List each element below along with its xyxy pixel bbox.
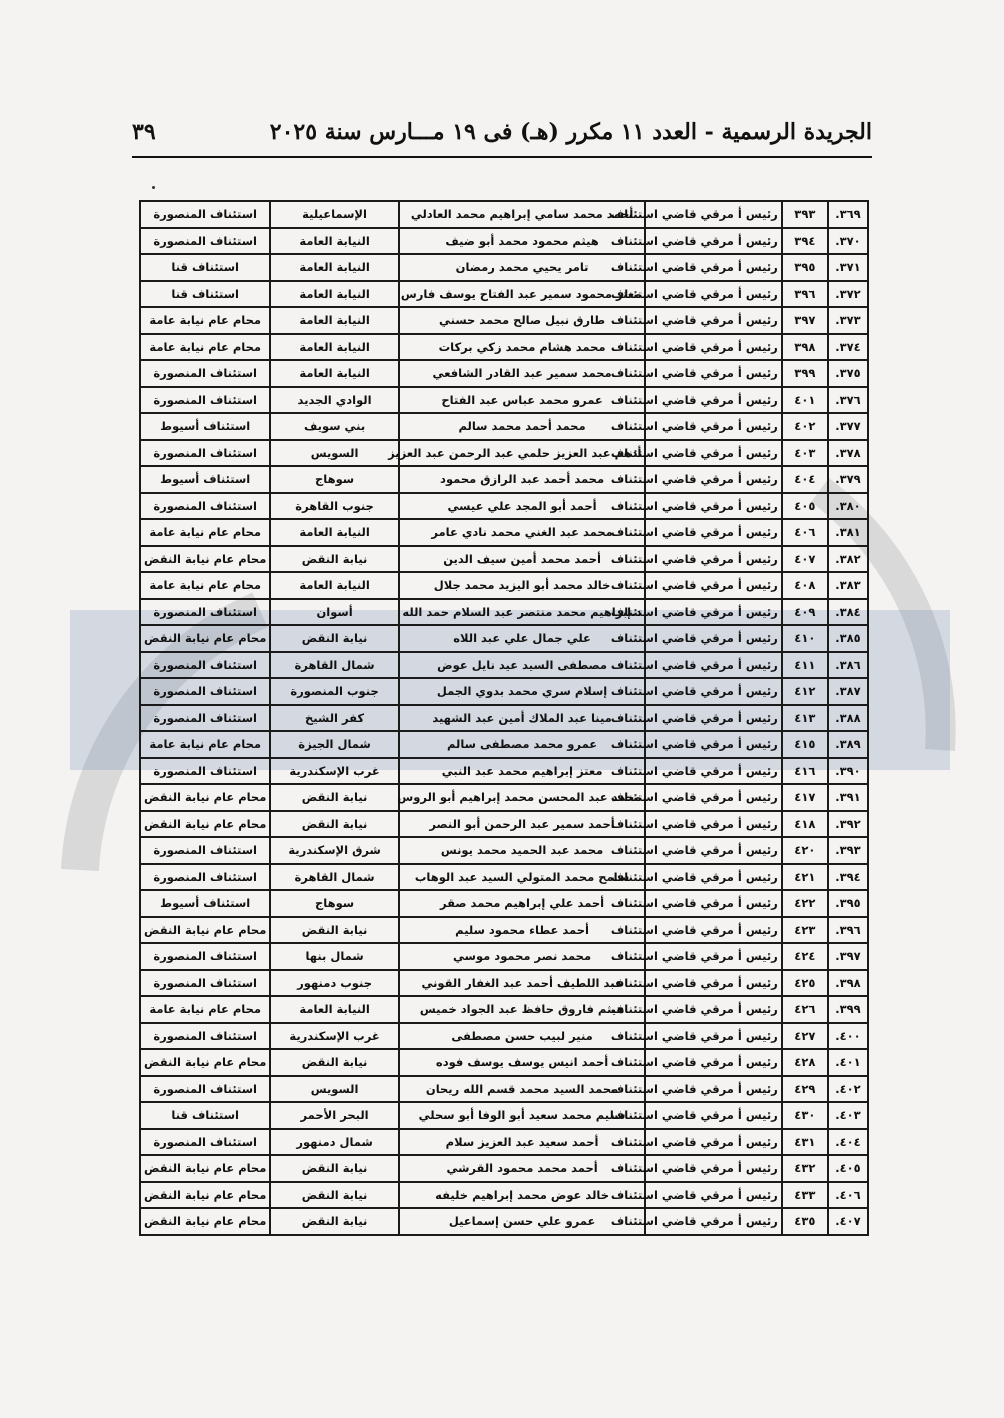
name-cell: سامح محمد المتولي السيد عبد الوهاب xyxy=(399,864,646,891)
row-index-cell: ٣٩٥. xyxy=(828,890,868,917)
seniority-number-cell: ٤٠٤ xyxy=(782,466,828,493)
current-post-cell: النيابة العامة xyxy=(270,996,398,1023)
seniority-number-cell: ٤٠٩ xyxy=(782,599,828,626)
table-row xyxy=(140,599,868,626)
seniority-number-cell: ٤٠١ xyxy=(782,387,828,414)
new-post-cell: محام عام نيابة النقض xyxy=(140,811,270,838)
position-cell: رئيس أ مرقي قاضي استئناف xyxy=(645,440,781,467)
row-index-cell: ٣٨٣. xyxy=(828,572,868,599)
position-cell: رئيس أ مرقي قاضي استئناف xyxy=(645,1182,781,1209)
header-title: الجريدة الرسمية - العدد ١١ مكرر (هـ) فى ١٩ مـــارس سنة ٢٠٢٥ xyxy=(269,119,872,145)
seniority-number-cell: ٣٩٥ xyxy=(782,254,828,281)
table-row xyxy=(140,254,868,281)
name-cell: محمد هشام محمد زكي بركات xyxy=(399,334,646,361)
new-post-cell: محام عام نيابة النقض xyxy=(140,546,270,573)
position-cell: رئيس أ مرقي قاضي استئناف xyxy=(645,493,781,520)
position-cell: رئيس أ مرقي قاضي استئناف xyxy=(645,466,781,493)
position-cell: رئيس أ مرقي قاضي استئناف xyxy=(645,784,781,811)
name-cell: سليم محمد سعيد أبو الوفا أبو سحلي xyxy=(399,1102,646,1129)
new-post-cell: استئناف المنصورة xyxy=(140,943,270,970)
table-row xyxy=(140,1129,868,1156)
row-index-cell: ٣٧٦. xyxy=(828,387,868,414)
position-cell: رئيس أ مرقي قاضي استئناف xyxy=(645,890,781,917)
name-cell: إسلام سري محمد بدوي الجمل xyxy=(399,678,646,705)
table-row xyxy=(140,387,868,414)
position-cell: رئيس أ مرقي قاضي استئناف xyxy=(645,201,781,228)
current-post-cell: نيابة النقض xyxy=(270,1208,398,1235)
position-cell: رئيس أ مرقي قاضي استئناف xyxy=(645,1208,781,1235)
seniority-number-cell: ٤١٣ xyxy=(782,705,828,732)
row-index-cell: ٣٩٣. xyxy=(828,837,868,864)
row-index-cell: ٣٨٦. xyxy=(828,652,868,679)
table-row xyxy=(140,996,868,1023)
seniority-number-cell: ٣٩٣ xyxy=(782,201,828,228)
name-cell: أحمد انيس يوسف يوسف فوده xyxy=(399,1049,646,1076)
current-post-cell: الوادي الجديد xyxy=(270,387,398,414)
name-cell: أحمد أبو المجد علي عيسي xyxy=(399,493,646,520)
new-post-cell: استئناف المنصورة xyxy=(140,1076,270,1103)
current-post-cell: النيابة العامة xyxy=(270,281,398,308)
seniority-number-cell: ٤١١ xyxy=(782,652,828,679)
row-index-cell: ٣٧١. xyxy=(828,254,868,281)
new-post-cell: محام عام نيابة عامة xyxy=(140,572,270,599)
row-index-cell: ٣٨١. xyxy=(828,519,868,546)
table-row xyxy=(140,440,868,467)
seniority-number-cell: ٤٠٧ xyxy=(782,546,828,573)
table-row xyxy=(140,519,868,546)
seniority-number-cell: ٤١٠ xyxy=(782,625,828,652)
name-cell: علي جمال علي عبد اللاه xyxy=(399,625,646,652)
seniority-number-cell: ٤١٥ xyxy=(782,731,828,758)
row-index-cell: ٤٠٠. xyxy=(828,1023,868,1050)
table-row xyxy=(140,1182,868,1209)
current-post-cell: شمال القاهرة xyxy=(270,652,398,679)
new-post-cell: استئناف المنصورة xyxy=(140,837,270,864)
position-cell: رئيس أ مرقي قاضي استئناف xyxy=(645,281,781,308)
name-cell: خالد عوض محمد إبراهيم خليفه xyxy=(399,1182,646,1209)
name-cell: أحمد سعيد عبد العزيز سلام xyxy=(399,1129,646,1156)
new-post-cell: محام عام نيابة عامة xyxy=(140,519,270,546)
seniority-number-cell: ٤٣٠ xyxy=(782,1102,828,1129)
seniority-number-cell: ٤١٧ xyxy=(782,784,828,811)
table-row xyxy=(140,917,868,944)
current-post-cell: السويس xyxy=(270,440,398,467)
name-cell: محمد سمير عبد القادر الشافعي xyxy=(399,360,646,387)
position-cell: رئيس أ مرقي قاضي استئناف xyxy=(645,731,781,758)
position-cell: رئيس أ مرقي قاضي استئناف xyxy=(645,625,781,652)
name-cell: أحمد علي إبراهيم محمد صقر xyxy=(399,890,646,917)
position-cell: رئيس أ مرقي قاضي استئناف xyxy=(645,387,781,414)
row-index-cell: ٣٩١. xyxy=(828,784,868,811)
current-post-cell: شمال القاهرة xyxy=(270,864,398,891)
name-cell: معتز محمود سمير عبد الفتاح يوسف فارس xyxy=(399,281,646,308)
seniority-number-cell: ٤٠٨ xyxy=(782,572,828,599)
header-divider xyxy=(132,156,872,158)
name-cell: محمد عبد الحميد محمد يونس xyxy=(399,837,646,864)
new-post-cell: محام عام نيابة النقض xyxy=(140,1208,270,1235)
name-cell: أحمد محمد أمين سيف الدين xyxy=(399,546,646,573)
table-row xyxy=(140,413,868,440)
row-index-cell: ٤٠١. xyxy=(828,1049,868,1076)
current-post-cell: نيابة النقض xyxy=(270,1049,398,1076)
position-cell: رئيس أ مرقي قاضي استئناف xyxy=(645,811,781,838)
name-cell: محمد عبد المحسن محمد إبراهيم أبو الروس xyxy=(399,784,646,811)
seniority-number-cell: ٣٩٤ xyxy=(782,228,828,255)
new-post-cell: استئناف المنصورة xyxy=(140,440,270,467)
new-post-cell: محام عام نيابة النقض xyxy=(140,1049,270,1076)
seniority-number-cell: ٤٢٥ xyxy=(782,970,828,997)
seniority-number-cell: ٤٢٢ xyxy=(782,890,828,917)
row-index-cell: ٣٧٤. xyxy=(828,334,868,361)
table-row xyxy=(140,678,868,705)
new-post-cell: استئناف قنا xyxy=(140,1102,270,1129)
seniority-number-cell: ٤٢٤ xyxy=(782,943,828,970)
new-post-cell: استئناف المنصورة xyxy=(140,652,270,679)
name-cell: محمد السيد محمد قسم الله ريحان xyxy=(399,1076,646,1103)
position-cell: رئيس أ مرقي قاضي استئناف xyxy=(645,519,781,546)
new-post-cell: محام عام نيابة عامة xyxy=(140,996,270,1023)
seniority-number-cell: ٤٠٣ xyxy=(782,440,828,467)
new-post-cell: استئناف المنصورة xyxy=(140,387,270,414)
name-cell: عمرو محمد عباس عبد الفتاح xyxy=(399,387,646,414)
position-cell: رئيس أ مرقي قاضي استئناف xyxy=(645,254,781,281)
table-row xyxy=(140,228,868,255)
new-post-cell: محام عام نيابة عامة xyxy=(140,334,270,361)
new-post-cell: محام عام نيابة عامة xyxy=(140,731,270,758)
new-post-cell: محام عام نيابة النقض xyxy=(140,917,270,944)
current-post-cell: البحر الأحمر xyxy=(270,1102,398,1129)
page-header xyxy=(132,112,872,152)
current-post-cell: غرب الإسكندرية xyxy=(270,1023,398,1050)
position-cell: رئيس أ مرقي قاضي استئناف xyxy=(645,1049,781,1076)
seniority-number-cell: ٤٢٦ xyxy=(782,996,828,1023)
row-index-cell: ٣٧٠. xyxy=(828,228,868,255)
seniority-number-cell: ٤٢٨ xyxy=(782,1049,828,1076)
row-index-cell: ٤٠٦. xyxy=(828,1182,868,1209)
current-post-cell: شمال الجيزة xyxy=(270,731,398,758)
seniority-number-cell: ٣٩٨ xyxy=(782,334,828,361)
current-post-cell: الإسماعيلية xyxy=(270,201,398,228)
table-row xyxy=(140,493,868,520)
stray-mark xyxy=(152,186,155,189)
row-index-cell: ٣٨٨. xyxy=(828,705,868,732)
table-row xyxy=(140,281,868,308)
current-post-cell: النيابة العامة xyxy=(270,334,398,361)
current-post-cell: جنوب القاهرة xyxy=(270,493,398,520)
current-post-cell: النيابة العامة xyxy=(270,307,398,334)
new-post-cell: استئناف قنا xyxy=(140,254,270,281)
position-cell: رئيس أ مرقي قاضي استئناف xyxy=(645,1102,781,1129)
current-post-cell: نيابة النقض xyxy=(270,917,398,944)
table-row xyxy=(140,546,868,573)
row-index-cell: ٣٨٠. xyxy=(828,493,868,520)
current-post-cell: شمال بنها xyxy=(270,943,398,970)
row-index-cell: ٣٨٧. xyxy=(828,678,868,705)
position-cell: رئيس أ مرقي قاضي استئناف xyxy=(645,1023,781,1050)
name-cell: أحمد محمد سامي إبراهيم محمد العادلي xyxy=(399,201,646,228)
seniority-number-cell: ٤١٦ xyxy=(782,758,828,785)
position-cell: رئيس أ مرقي قاضي استئناف xyxy=(645,334,781,361)
row-index-cell: ٣٩٦. xyxy=(828,917,868,944)
position-cell: رئيس أ مرقي قاضي استئناف xyxy=(645,678,781,705)
current-post-cell: نيابة النقض xyxy=(270,625,398,652)
position-cell: رئيس أ مرقي قاضي استئناف xyxy=(645,413,781,440)
position-cell: رئيس أ مرقي قاضي استئناف xyxy=(645,1076,781,1103)
name-cell: منير لبيب حسن مصطفى xyxy=(399,1023,646,1050)
current-post-cell: نيابة النقض xyxy=(270,1182,398,1209)
position-cell: رئيس أ مرقي قاضي استئناف xyxy=(645,705,781,732)
row-index-cell: ٣٧٢. xyxy=(828,281,868,308)
seniority-number-cell: ٤٣٢ xyxy=(782,1155,828,1182)
position-cell: رئيس أ مرقي قاضي استئناف xyxy=(645,970,781,997)
current-post-cell: النيابة العامة xyxy=(270,228,398,255)
new-post-cell: استئناف قنا xyxy=(140,281,270,308)
row-index-cell: ٣٩٤. xyxy=(828,864,868,891)
row-index-cell: ٣٧٨. xyxy=(828,440,868,467)
seniority-number-cell: ٤٢٣ xyxy=(782,917,828,944)
new-post-cell: استئناف أسيوط xyxy=(140,466,270,493)
position-cell: رئيس أ مرقي قاضي استئناف xyxy=(645,758,781,785)
name-cell: عمرو علي حسن إسماعيل xyxy=(399,1208,646,1235)
new-post-cell: محام عام نيابة النقض xyxy=(140,625,270,652)
name-cell: طارق نبيل صالح محمد حسني xyxy=(399,307,646,334)
table-row xyxy=(140,837,868,864)
table-row xyxy=(140,1023,868,1050)
current-post-cell: النيابة العامة xyxy=(270,360,398,387)
table-row xyxy=(140,360,868,387)
row-index-cell: ٣٩٨. xyxy=(828,970,868,997)
name-cell: أحمد سمير عبد الرحمن أبو النصر xyxy=(399,811,646,838)
new-post-cell: استئناف المنصورة xyxy=(140,1023,270,1050)
position-cell: رئيس أ مرقي قاضي استئناف xyxy=(645,652,781,679)
row-index-cell: ٣٧٥. xyxy=(828,360,868,387)
row-index-cell: ٣٨٤. xyxy=(828,599,868,626)
row-index-cell: ٣٨٩. xyxy=(828,731,868,758)
table-row xyxy=(140,705,868,732)
current-post-cell: سوهاج xyxy=(270,890,398,917)
row-index-cell: ٣٩٩. xyxy=(828,996,868,1023)
table-row xyxy=(140,625,868,652)
name-cell: عمرو محمد مصطفى سالم xyxy=(399,731,646,758)
table-row xyxy=(140,307,868,334)
seniority-number-cell: ٤٣٣ xyxy=(782,1182,828,1209)
table-row xyxy=(140,970,868,997)
seniority-number-cell: ٤٠٦ xyxy=(782,519,828,546)
name-cell: معتز إبراهيم محمد عبد النبي xyxy=(399,758,646,785)
name-cell: محمد عبد الغني محمد نادي عامر xyxy=(399,519,646,546)
name-cell: أحمد محمد محمود القرشي xyxy=(399,1155,646,1182)
name-cell: خالد محمد أبو اليزيد محمد جلال xyxy=(399,572,646,599)
promotions-table xyxy=(139,200,869,1236)
new-post-cell: محام عام نيابة النقض xyxy=(140,784,270,811)
current-post-cell: بني سويف xyxy=(270,413,398,440)
new-post-cell: استئناف المنصورة xyxy=(140,228,270,255)
current-post-cell: شرق الإسكندرية xyxy=(270,837,398,864)
position-cell: رئيس أ مرقي قاضي استئناف xyxy=(645,996,781,1023)
name-cell: محمد أحمد محمد سالم xyxy=(399,413,646,440)
row-index-cell: ٣٨٥. xyxy=(828,625,868,652)
position-cell: رئيس أ مرقي قاضي استئناف xyxy=(645,307,781,334)
row-index-cell: ٣٩٢. xyxy=(828,811,868,838)
table-row xyxy=(140,201,868,228)
new-post-cell: استئناف المنصورة xyxy=(140,864,270,891)
current-post-cell: النيابة العامة xyxy=(270,572,398,599)
table-row xyxy=(140,1076,868,1103)
row-index-cell: ٣٩٠. xyxy=(828,758,868,785)
new-post-cell: استئناف المنصورة xyxy=(140,678,270,705)
row-index-cell: ٤٠٢. xyxy=(828,1076,868,1103)
current-post-cell: نيابة النقض xyxy=(270,784,398,811)
seniority-number-cell: ٤٢٠ xyxy=(782,837,828,864)
seniority-number-cell: ٤٠٥ xyxy=(782,493,828,520)
position-cell: رئيس أ مرقي قاضي استئناف xyxy=(645,599,781,626)
seniority-number-cell: ٤٣١ xyxy=(782,1129,828,1156)
seniority-number-cell: ٤٢١ xyxy=(782,864,828,891)
table-row xyxy=(140,758,868,785)
table-row xyxy=(140,652,868,679)
position-cell: رئيس أ مرقي قاضي استئناف xyxy=(645,864,781,891)
current-post-cell: أسوان xyxy=(270,599,398,626)
table-row xyxy=(140,864,868,891)
name-cell: هيثم محمود محمد أبو ضيف xyxy=(399,228,646,255)
position-cell: رئيس أ مرقي قاضي استئناف xyxy=(645,1129,781,1156)
seniority-number-cell: ٤٣٥ xyxy=(782,1208,828,1235)
name-cell: د.إبراهيم محمد منتصر عبد السلام حمد الله xyxy=(399,599,646,626)
current-post-cell: نيابة النقض xyxy=(270,1155,398,1182)
new-post-cell: محام عام نيابة عامة xyxy=(140,307,270,334)
position-cell: رئيس أ مرقي قاضي استئناف xyxy=(645,943,781,970)
name-cell: مصطفى السيد عيد نايل عوض xyxy=(399,652,646,679)
table-row xyxy=(140,890,868,917)
seniority-number-cell: ٤٢٩ xyxy=(782,1076,828,1103)
row-index-cell: ٣٨٢. xyxy=(828,546,868,573)
position-cell: رئيس أ مرقي قاضي استئناف xyxy=(645,1155,781,1182)
position-cell: رئيس أ مرقي قاضي استئناف xyxy=(645,917,781,944)
new-post-cell: استئناف المنصورة xyxy=(140,758,270,785)
table-row xyxy=(140,1208,868,1235)
position-cell: رئيس أ مرقي قاضي استئناف xyxy=(645,837,781,864)
current-post-cell: شمال دمنهور xyxy=(270,1129,398,1156)
new-post-cell: محام عام نيابة النقض xyxy=(140,1182,270,1209)
current-post-cell: السويس xyxy=(270,1076,398,1103)
seniority-number-cell: ٤١٢ xyxy=(782,678,828,705)
name-cell: أحمد عطاء محمود سليم xyxy=(399,917,646,944)
name-cell: هيثم فاروق حافظ عبد الجواد خميس xyxy=(399,996,646,1023)
table-row xyxy=(140,784,868,811)
new-post-cell: استئناف المنصورة xyxy=(140,201,270,228)
position-cell: رئيس أ مرقي قاضي استئناف xyxy=(645,572,781,599)
row-index-cell: ٣٧٧. xyxy=(828,413,868,440)
row-index-cell: ٤٠٧. xyxy=(828,1208,868,1235)
table-row xyxy=(140,1049,868,1076)
new-post-cell: استئناف المنصورة xyxy=(140,1129,270,1156)
current-post-cell: النيابة العامة xyxy=(270,519,398,546)
new-post-cell: استئناف المنصورة xyxy=(140,599,270,626)
name-cell: عبد اللطيف أحمد عبد الغفار القوني xyxy=(399,970,646,997)
row-index-cell: ٤٠٣. xyxy=(828,1102,868,1129)
seniority-number-cell: ٣٩٦ xyxy=(782,281,828,308)
new-post-cell: استئناف المنصورة xyxy=(140,360,270,387)
table-row xyxy=(140,731,868,758)
table-row xyxy=(140,572,868,599)
name-cell: أدهم عبد العزيز حلمي عبد الرحمن عبد العزيز xyxy=(399,440,646,467)
table-body xyxy=(140,201,868,1235)
new-post-cell: استئناف أسيوط xyxy=(140,890,270,917)
table-row xyxy=(140,334,868,361)
page-number: ٣٩ xyxy=(132,119,156,145)
row-index-cell: ٣٩٧. xyxy=(828,943,868,970)
name-cell: محمد نصر محمود موسي xyxy=(399,943,646,970)
seniority-number-cell: ٤١٨ xyxy=(782,811,828,838)
current-post-cell: النيابة العامة xyxy=(270,254,398,281)
name-cell: مينا عبد الملاك أمين عبد الشهيد xyxy=(399,705,646,732)
new-post-cell: استئناف المنصورة xyxy=(140,493,270,520)
current-post-cell: كفر الشيخ xyxy=(270,705,398,732)
current-post-cell: نيابة النقض xyxy=(270,546,398,573)
table-row xyxy=(140,466,868,493)
row-index-cell: ٣٦٩. xyxy=(828,201,868,228)
current-post-cell: سوهاج xyxy=(270,466,398,493)
table-row xyxy=(140,943,868,970)
row-index-cell: ٣٧٣. xyxy=(828,307,868,334)
position-cell: رئيس أ مرقي قاضي استئناف xyxy=(645,228,781,255)
name-cell: محمد أحمد عبد الرازق محمود xyxy=(399,466,646,493)
seniority-number-cell: ٣٩٩ xyxy=(782,360,828,387)
table-row xyxy=(140,1102,868,1129)
current-post-cell: غرب الإسكندرية xyxy=(270,758,398,785)
current-post-cell: نيابة النقض xyxy=(270,811,398,838)
row-index-cell: ٣٧٩. xyxy=(828,466,868,493)
new-post-cell: استئناف المنصورة xyxy=(140,705,270,732)
new-post-cell: محام عام نيابة النقض xyxy=(140,1155,270,1182)
new-post-cell: استئناف المنصورة xyxy=(140,970,270,997)
position-cell: رئيس أ مرقي قاضي استئناف xyxy=(645,360,781,387)
row-index-cell: ٤٠٤. xyxy=(828,1129,868,1156)
seniority-number-cell: ٣٩٧ xyxy=(782,307,828,334)
seniority-number-cell: ٤٢٧ xyxy=(782,1023,828,1050)
row-index-cell: ٤٠٥. xyxy=(828,1155,868,1182)
seniority-number-cell: ٤٠٢ xyxy=(782,413,828,440)
name-cell: تامر يحيي محمد رمضان xyxy=(399,254,646,281)
table-row xyxy=(140,811,868,838)
current-post-cell: جنوب المنصورة xyxy=(270,678,398,705)
table-row xyxy=(140,1155,868,1182)
current-post-cell: جنوب دمنهور xyxy=(270,970,398,997)
new-post-cell: استئناف أسيوط xyxy=(140,413,270,440)
position-cell: رئيس أ مرقي قاضي استئناف xyxy=(645,546,781,573)
